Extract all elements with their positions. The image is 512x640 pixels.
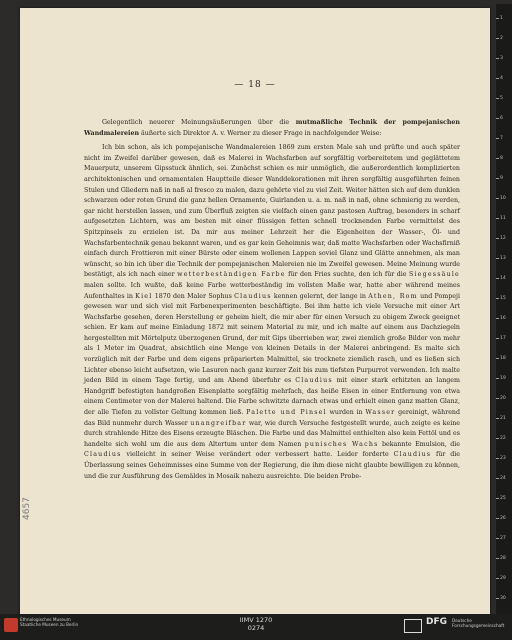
- quote-text: Ich bin schon, als ich pompejanische Wandmalereien 1869 zum ersten Male sah und prüfte und auch später nicht im Zweifel darüber gewesen, daß es Malerei in Wachsfarben auf sorgfältig vorbereitetem und geglättetem Mauerputz, unserem Gipsstuck ähnlich, sei. Zunächst schien es mir unmöglich, die außerordentlich komplizierten architektonischen und ornamentalen Hauptteile dieser Wanddekorationen mit ihren sorgfältig ausgeführten feinen Stulen und Gliedern naß in naß al fresco zu malen, dazu gehörte viel zu viel Zeit. Weiter hätten sich auf dem dunklen schwarzen oder roten Grund die ganz hellen Ornamente, Guirlanden u. a. m. naß in naß, ohne schmierig zu werden, gar nicht herstellen lassen, und zum Überfluß zeigten sie vielfach einen ganz pastosen Auftrag, besonders in scharf aufgesetzten Lichtern, was am besten mit einer flüssigen fetten schnell trocknenden Farbe vermittelst des Spitzpinsels zu erzielen ist. Da mir aus meiner Lehrzeit her die Eigenheiten der Wasser-, Öl- und Wachsfarbentechnik genau bekannt waren, und es gar kein Geheimnis war, daß matte Wachsfarben oder Wachsfirniß einfach durch Frottieren mit einer Bürste oder einem wollenen Lappen soviel Glanz und Glätte annehmen, als man wünscht, so bin ich über die Technik der pompejanischen Malereien nie im Zweifel gewesen. Meine Meinung wurde bestätigt, als ich nach einer: [84, 144, 460, 279]
- ruler-tick: [496, 138, 499, 139]
- ruler-tick: [496, 98, 499, 99]
- ruler-number: 27: [500, 536, 506, 541]
- ruler-number: 12: [500, 236, 506, 241]
- handwritten-margin-note: 4657: [22, 497, 32, 520]
- spaced-emphasis: Siegessäule: [408, 271, 460, 279]
- ruler-tick: [496, 318, 499, 319]
- ruler-tick: [496, 338, 499, 339]
- ruler-number: 29: [500, 576, 506, 581]
- quote-text: für die Überlassung seines Geheimnisses eine Summe von der Regierung, die ihm diese nicht glaubte bewilligen zu können, und die zur Ausführung des Gemäldes in Mosaik nahezu ausreichte. Die beiden Probe-: [84, 451, 461, 480]
- ruler-number: 11: [500, 216, 506, 221]
- quote-text: bekannte Emulsion, die: [378, 440, 460, 448]
- ruler-tick: [496, 558, 499, 559]
- ruler-number: 3: [500, 56, 503, 61]
- ruler-number: 2: [500, 36, 503, 41]
- quote-paragraph: [84, 143, 460, 482]
- ruler-number: 9: [500, 176, 503, 181]
- ruler-number: 4: [500, 76, 503, 81]
- spaced-emphasis: Claudius: [84, 451, 122, 459]
- ruler-tick: [496, 178, 499, 179]
- ruler-tick: [496, 598, 499, 599]
- ruler-number: 23: [500, 456, 506, 461]
- body-text: [84, 118, 460, 482]
- ruler-number: 22: [500, 436, 506, 441]
- spaced-emphasis: Palette und Pinsel: [246, 409, 327, 417]
- quote-text: malen sollte. Ich wußte, daß keine Farbe wetterbeständig im vollsten Maße war, hatte aber während meines Aufenthaltes in: [84, 281, 460, 300]
- ruler-tick: [496, 198, 499, 199]
- ruler-tick: [496, 218, 499, 219]
- spaced-emphasis: Claudius: [295, 377, 333, 385]
- ruler-tick: [496, 498, 499, 499]
- intro-bold-topic: mutmaßliche Technik der pompejanischen Wandmalereien: [84, 119, 460, 137]
- ruler-tick: [496, 18, 499, 19]
- ruler-tick: [496, 258, 499, 259]
- museum-logo-icon: [4, 618, 18, 632]
- institution-label: Ethnologisches Museum Staatliche Museen zu Berlin: [20, 617, 79, 627]
- dfg-subtitle: Deutsche Forschungsgemeinschaft: [452, 618, 505, 628]
- ruler-tick: [496, 58, 499, 59]
- ruler-tick: [496, 398, 499, 399]
- quote-text: gereinigt, während das Bild nunmehr durch Wasser: [84, 409, 461, 427]
- spaced-emphasis: punisches Wachs: [304, 440, 379, 448]
- ruler-tick: [496, 458, 499, 459]
- quote-text: für den Fries suchte, den ich für die: [285, 271, 409, 279]
- intro-paragraph: [84, 118, 460, 139]
- spaced-emphasis: wetterbeständigen Farbe: [177, 271, 286, 279]
- ruler-number: 28: [500, 556, 506, 561]
- quote-text: war, wie durch Versuche festgestellt wurde, auch zeigte es keine durch strahlende Hitze des Eisens erzeugte Bläschen. Die Farbe und das Malmittel enthielten also kein Fettöl und es handelte sich wohl um die aus dem Altertum unter dem Namen: [84, 419, 460, 448]
- ruler-tick: [496, 158, 499, 159]
- signature-label: [226, 616, 286, 632]
- ruler-number: 1: [500, 16, 503, 21]
- ruler-number: 8: [500, 156, 503, 161]
- ruler-number: 13: [500, 256, 506, 261]
- spaced-emphasis: Athen, Rom: [368, 292, 418, 300]
- ruler-number: 18: [500, 356, 506, 361]
- ruler-tick: [496, 38, 499, 39]
- intro-text-start: Gelegentlich neuerer Meinungsäußerungen über die: [102, 119, 296, 126]
- ruler-number: 21: [500, 416, 506, 421]
- scan-ruler: [496, 4, 512, 614]
- quote-text: mit einer stark erhitzten an langem Handgriff befestigten handgroßen Eisenplatte sorgfältig mehrfach, das heiße Eisen in einer Entfernung von etwa einem Centimeter von der Malerei haltend. Die Farbe schwitzte darnach etwas und erhielt einen ganz matten Glanz, der alle Tiefen zu vollster Geltung kommen ließ.: [84, 377, 460, 417]
- intro-text-end: äußerte sich Direktor A. v. Werner zu dieser Frage in nachfolgender Weise:: [139, 129, 382, 137]
- ruler-number: 26: [500, 516, 506, 521]
- ruler-tick: [496, 418, 499, 419]
- ruler-tick: [496, 78, 499, 79]
- ruler-tick: [496, 538, 499, 539]
- spaced-emphasis: Wasser: [365, 409, 396, 417]
- ruler-tick: [496, 478, 499, 479]
- signature-line-2: 0274: [247, 624, 265, 632]
- ruler-tick: [496, 438, 499, 439]
- spaced-emphasis: Claudius: [234, 292, 272, 300]
- ruler-tick: [496, 298, 499, 299]
- ruler-number: 30: [500, 596, 506, 601]
- quote-text: kennen gelernt, der lange in: [271, 292, 369, 300]
- quote-text: wurden in: [326, 409, 366, 417]
- ruler-number: 17: [500, 336, 506, 341]
- ruler-tick: [496, 578, 499, 579]
- ruler-number: 25: [500, 496, 506, 501]
- spaced-emphasis: Claudius: [393, 451, 432, 459]
- quote-text: vielleicht in seiner Weise verändert oder verbessert hatte. Leider forderte: [121, 451, 394, 459]
- dfg-mark: DFG: [426, 617, 448, 627]
- quote-text: 1870 den Maler Sophus: [152, 292, 235, 300]
- quote-text: und Pompeji gewesen war und sich viel mit Farbenexperimenten beschäftigte. Bei ihm hatte ich viele Versuche mit einer Art Wachsfarbe gesehen, deren Herstellung er geheim hielt, die mir aber für einen Versuch zu obigem Zweck geeignet schien. Er kam auf meine Einladung 1872 mit seinem Material zu mir, und ich malte auf einem aus Dachziegeln hergestellten mit Mörtelputz überzogenen Grund, der mit Gips überrieben war, zwei ziemlich große Bilder von mehr als 1 Meter im Quadrat, absichtlich eine Menge von kleinen Details in der Malerei anbringend. Es malte sich vorzüglich mit der Farbe und dem eigens präparierten Malmittel, sie trocknete ziemlich rasch, und es ließen sich Lichter ebenso leicht aufsetzen, wie Lasuren nach ganz kurzer Zeit bis zum tiefsten Purpurrot verwenden. Ich malte jeden Bild in einem Tage fertig, und am Abend überfuhr es: [84, 292, 460, 385]
- ruler-number: 19: [500, 376, 506, 381]
- ruler-tick: [496, 358, 499, 359]
- ruler-number: 10: [500, 196, 506, 201]
- ruler-number: 7: [500, 136, 503, 141]
- ruler-tick: [496, 378, 499, 379]
- ruler-number: 16: [500, 316, 506, 321]
- ruler-tick: [496, 118, 499, 119]
- page-number: — 18 —: [234, 80, 276, 90]
- dfg-logo-icon: [404, 619, 422, 633]
- ruler-number: 15: [500, 296, 506, 301]
- signature-line-1: IIMV 1270: [239, 616, 273, 624]
- ruler-tick: [496, 238, 499, 239]
- ruler-tick: [496, 278, 499, 279]
- ruler-number: 24: [500, 476, 506, 481]
- ruler-tick: [496, 518, 499, 519]
- ruler-number: 6: [500, 116, 503, 121]
- ruler-number: 5: [500, 96, 503, 101]
- ruler-number: 20: [500, 396, 506, 401]
- spaced-emphasis: Kiel: [135, 292, 153, 300]
- ruler-number: 14: [500, 276, 506, 281]
- spaced-emphasis: unangreifbar: [190, 419, 247, 427]
